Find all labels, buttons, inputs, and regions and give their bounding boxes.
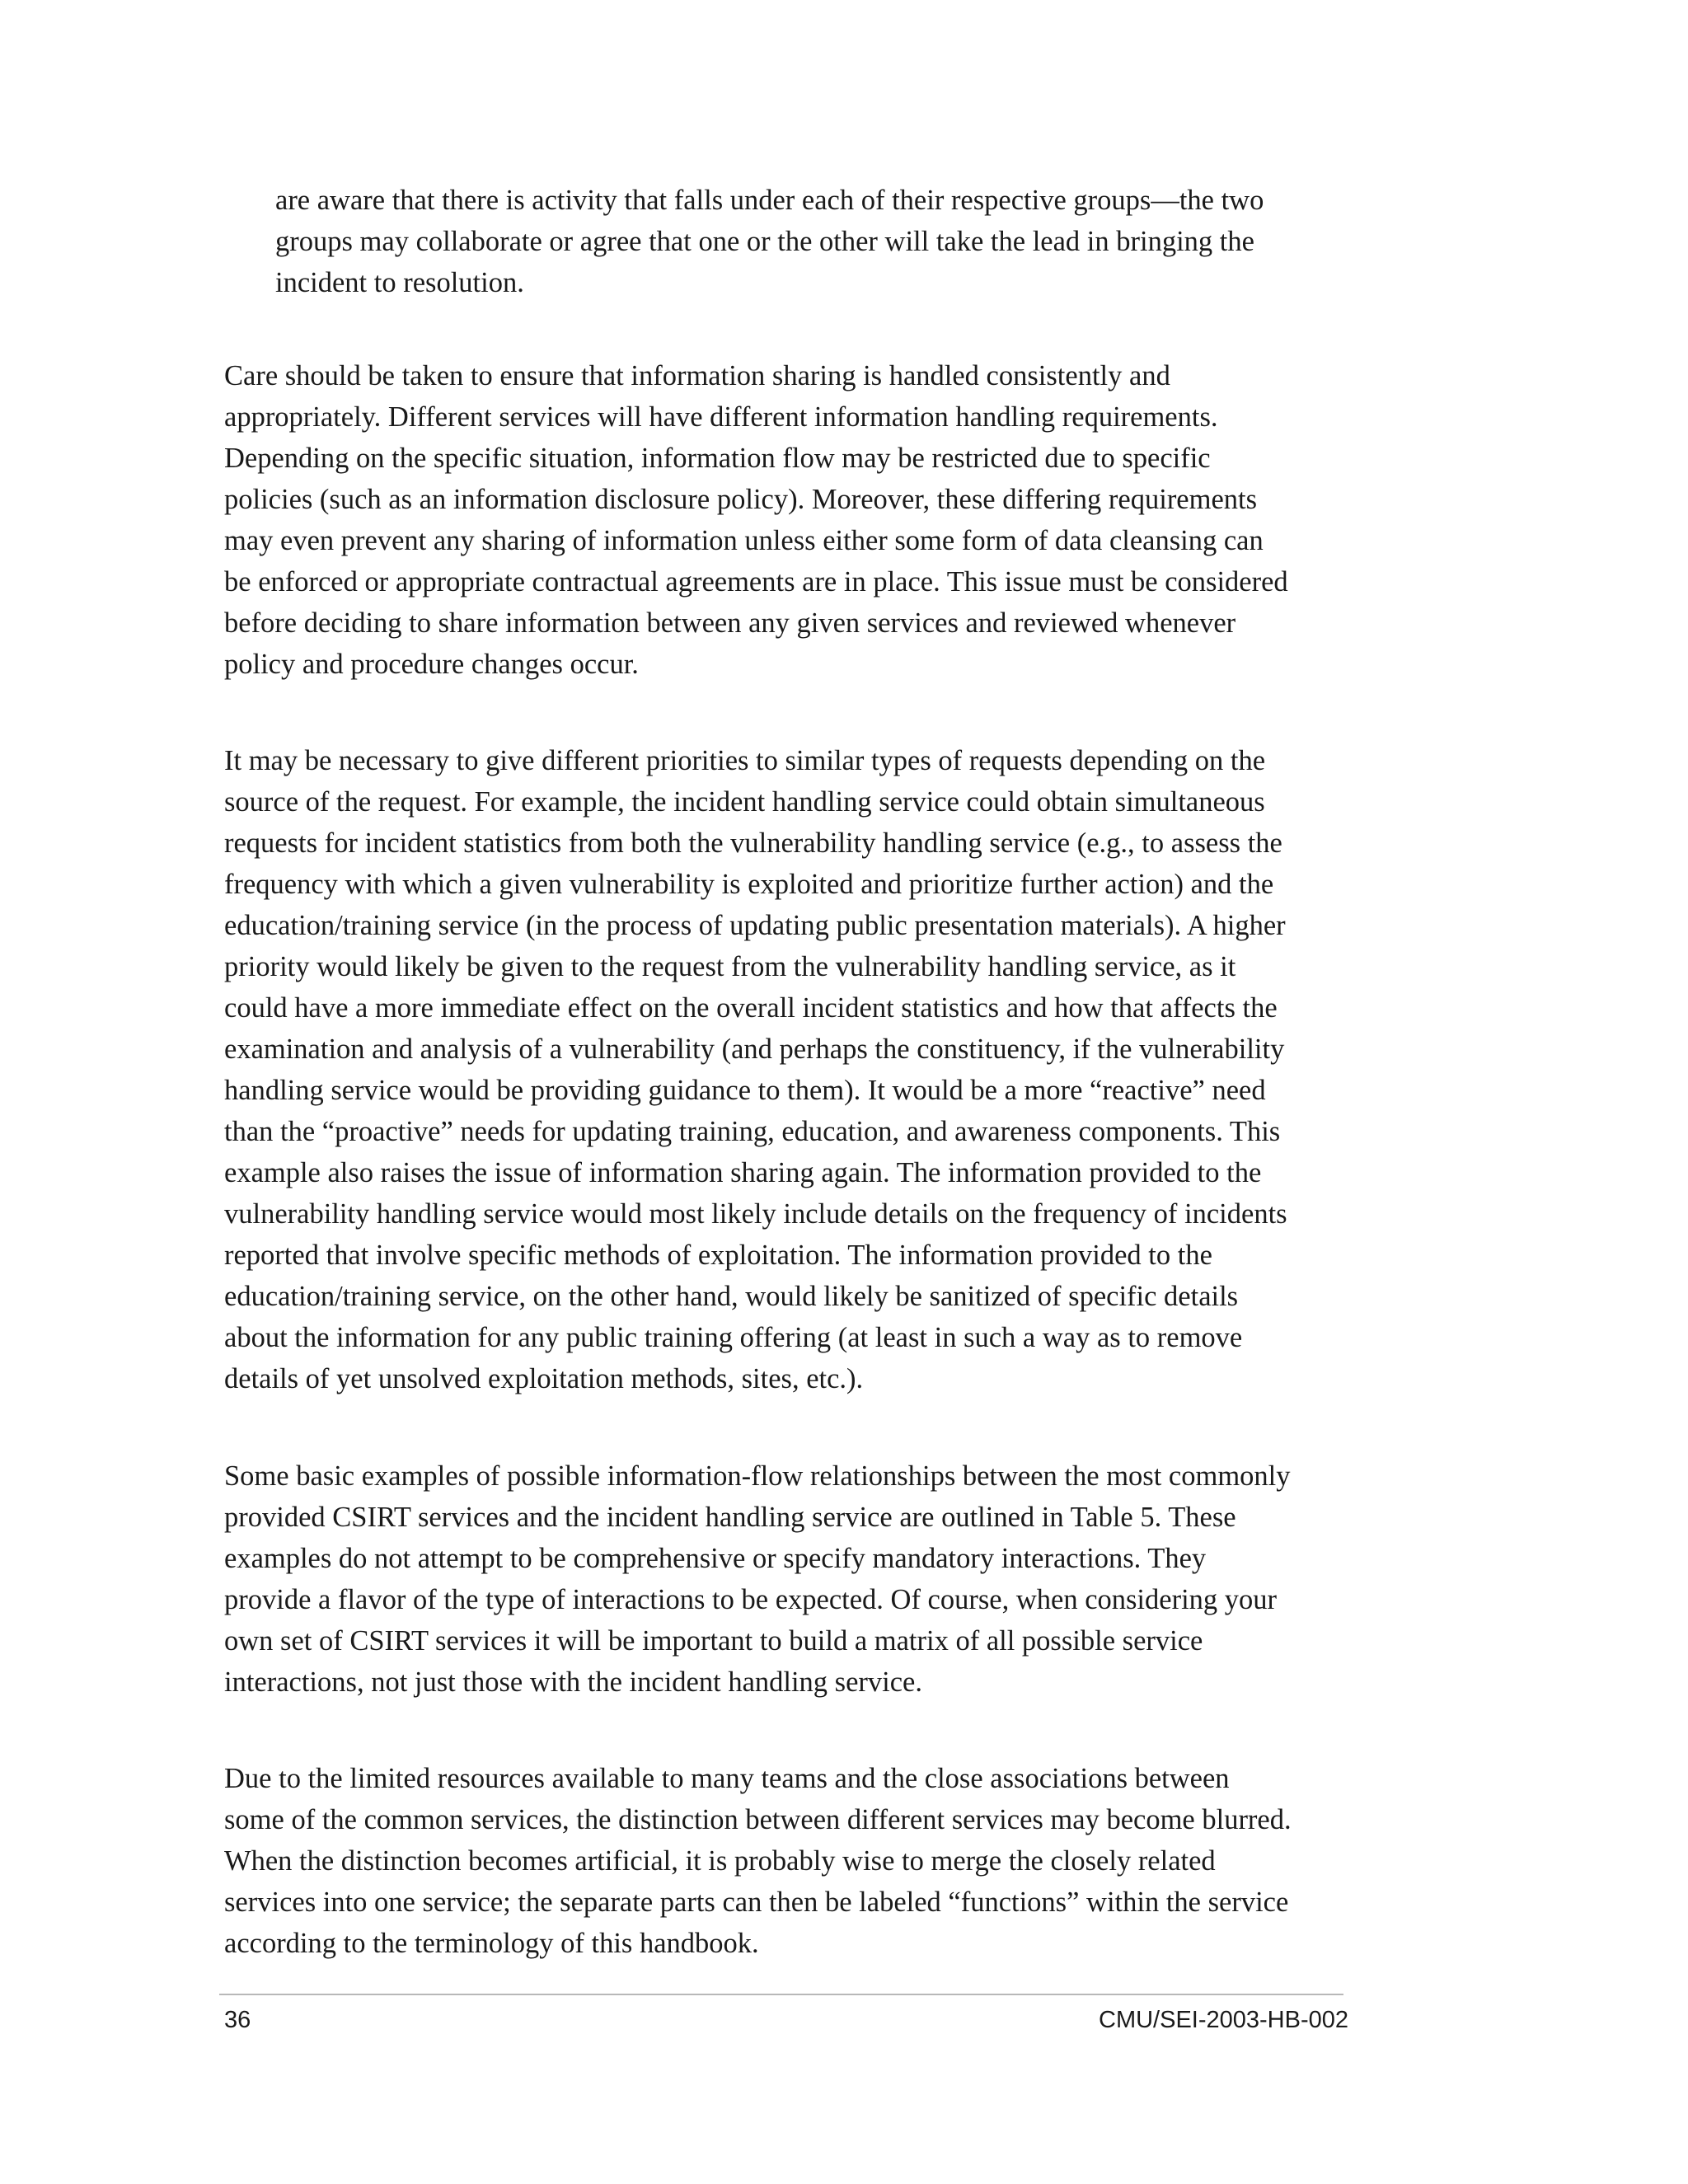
text-line: education/training service, on the other hand, would likely be sanitized of specific details [224,1281,1239,1312]
text-line: handling service would be providing guidance to them). It would be a more “reactive” need [224,1075,1266,1106]
limited-resources-paragraph [224,1758,1378,1964]
text-line: Due to the limited resources available to many teams and the close associations between [224,1763,1230,1794]
text-line: Care should be taken to ensure that information sharing is handled consistently and [224,360,1170,391]
text-line: according to the terminology of this handbook. [224,1928,759,1959]
text-line: provide a flavor of the type of interactions to be expected. Of course, when considering your [224,1584,1278,1615]
text-line: reported that involve specific methods of exploitation. The information provided to the [224,1240,1212,1271]
text-line: It may be necessary to give different priorities to similar types of requests depending on the [224,745,1266,776]
text-line: about the information for any public training offering (at least in such a way as to remove [224,1322,1243,1353]
text-line: examples do not attempt to be comprehensive or specify mandatory interactions. They [224,1543,1207,1574]
information-flow-examples-paragraph [224,1455,1378,1703]
text-line: interactions, not just those with the incident handling service. [224,1666,922,1698]
text-line: priority would likely be given to the request from the vulnerability handling service, as it [224,951,1236,982]
text-line: than the “proactive” needs for updating training, education, and awareness components. This [224,1116,1281,1147]
text-line: policies (such as an information disclosure policy). Moreover, these differing requirements [224,484,1258,515]
text-line: appropriately. Different services will have different information handling requirements. [224,401,1218,433]
text-line: requests for incident statistics from both the vulnerability handling service (e.g., to assess the [224,827,1282,859]
text-line: could have a more immediate effect on the overall incident statistics and how that affects the [224,992,1278,1024]
text-line: may even prevent any sharing of information unless either some form of data cleansing can [224,525,1264,556]
text-line: some of the common services, the distinction between different services may become blurred. [224,1804,1292,1835]
text-line: example also raises the issue of information sharing again. The information provided to the [224,1157,1262,1188]
text-line: Depending on the specific situation, information flow may be restricted due to specific [224,443,1211,474]
text-line: When the distinction becomes artificial, it is probably wise to merge the closely related [224,1845,1216,1877]
document-id: CMU/SEI-2003-HB-002 [1099,2007,1348,2033]
text-line: policy and procedure changes occur. [224,649,639,680]
footer-divider [219,1994,1343,1995]
text-line: be enforced or appropriate contractual agreements are in place. This issue must be considered [224,566,1288,598]
text-line: frequency with which a given vulnerability is exploited and prioritize further action) and the [224,869,1274,900]
text-line: groups may collaborate or agree that one or the other will take the lead in bringing the [275,226,1254,257]
text-line: before deciding to share information between any given services and reviewed whenever [224,607,1236,639]
text-line: education/training service (in the process of updating public presentation materials). A higher [224,910,1286,941]
page-number: 36 [224,2007,251,2033]
text-line: own set of CSIRT services it will be important to build a matrix of all possible service [224,1625,1203,1657]
text-line: source of the request. For example, the incident handling service could obtain simultaneous [224,786,1265,818]
text-line: details of yet unsolved exploitation methods, sites, etc.). [224,1363,864,1394]
information-sharing-paragraph [224,355,1378,685]
text-line: Some basic examples of possible information-flow relationships between the most commonly [224,1460,1291,1492]
text-line: vulnerability handling service would most likely include details on the frequency of incidents [224,1198,1287,1230]
priorities-paragraph [224,740,1378,1399]
text-line: are aware that there is activity that falls under each of their respective groups—the two [275,185,1264,216]
text-line: services into one service; the separate parts can then be labeled “functions” within the service [224,1886,1289,1918]
text-line: examination and analysis of a vulnerability (and perhaps the constituency, if the vulnerability [224,1033,1285,1065]
text-line: provided CSIRT services and the incident handling service are outlined in Table 5. These [224,1502,1236,1533]
continued-list-item-paragraph [275,180,1429,303]
text-line: incident to resolution. [275,267,524,298]
